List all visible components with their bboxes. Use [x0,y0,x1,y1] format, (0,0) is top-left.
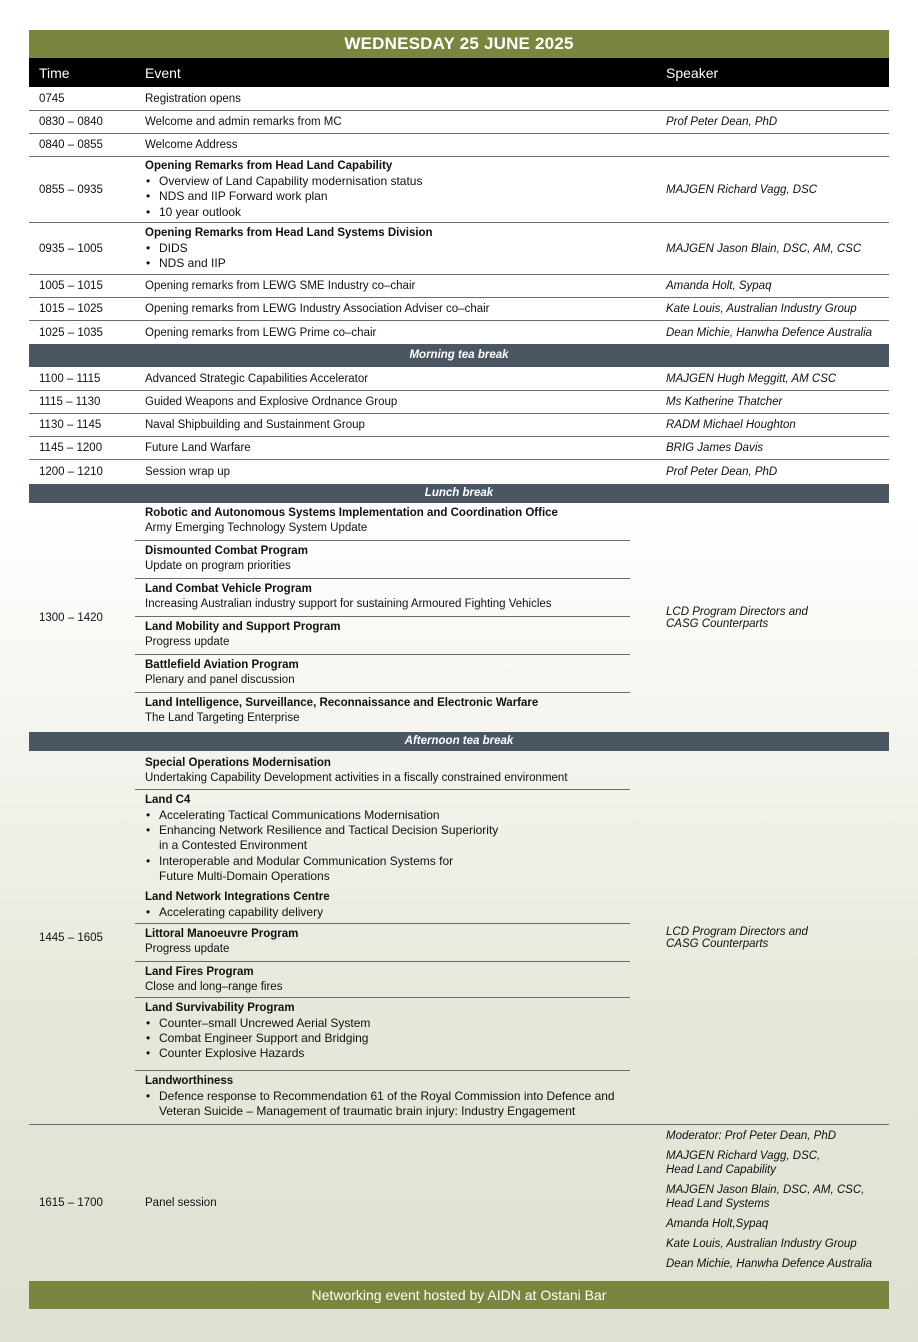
row-time: 1615 – 1700 [39,1196,103,1209]
panel-speaker [666,1129,889,1143]
session-item [135,693,630,732]
bullet-item: • Accelerating capability delivery [145,905,630,920]
table-row [29,298,889,321]
session-title: Littoral Manoeuvre Program [145,928,299,940]
table-row [29,321,889,344]
session-subtitle: Plenary and panel discussion [145,674,295,686]
day-banner: WEDNESDAY 25 JUNE 2025 [29,30,889,58]
session-subtitle: Close and long–range fires [145,981,283,993]
table-row [29,367,889,391]
bullet-text: Veteran Suicide – Management of traumatic brain injury: Industry Engagement [159,1104,576,1119]
row-time: 1100 – 1115 [39,372,101,385]
bullet-text: Defence response to Recommendation 61 of the Royal Commission into Defence and [159,1089,615,1103]
session-subtitle: Army Emerging Technology System Update [145,522,368,534]
speaker-line: LCD Program Directors and [666,605,808,618]
bullet-item: • Combat Engineer Support and Bridging [145,1031,630,1046]
panel-session-row [29,1125,889,1280]
table-row [29,111,889,134]
speaker-line: CASG Counterparts [666,937,769,950]
bullet-list [145,1089,656,1119]
speaker-line: LCD Program Directors and [666,925,808,938]
row-time: 1300 – 1420 [39,611,103,624]
row-speaker: Ms Katherine Thatcher [666,396,783,408]
panel-speaker [666,1149,889,1177]
bullet-text: Enhancing Network Resilience and Tactical Decision Superiority [159,823,499,838]
bullet-text: Accelerating Tactical Communications Modernisation [159,808,440,822]
bullet-item: • NDS and IIP [145,256,656,271]
table-header [29,58,889,87]
morning-tea-break: Morning tea break [29,344,889,367]
session-title: Robotic and Autonomous Systems Implementation and Coordination Office [145,507,558,519]
row-event [135,1125,656,1280]
row-time: 1115 – 1130 [39,396,101,408]
speaker-line: Head Land Capability [666,1164,776,1176]
table-row [29,437,889,460]
bullet-item: • Counter–small Uncrewed Aerial System [145,1016,630,1031]
session-subtitle: Increasing Australian industry support for sustaining Armoured Fighting Vehicles [145,598,552,610]
row-event [135,223,656,274]
header-speaker: Speaker [666,64,719,81]
table-row [29,223,889,275]
bullet-text: Interoperable and Modular Communication Systems for [159,853,454,868]
row-time: 1005 – 1015 [39,280,103,292]
row-event: Session wrap up [145,466,231,478]
session-title: Land Fires Program [145,966,254,978]
session-title: Opening Remarks from Head Land Systems Division [145,226,433,239]
row-time: 0745 [39,92,65,105]
row-time: 1145 – 1200 [39,442,103,454]
header-time: Time [39,64,70,81]
panel-speaker [666,1257,889,1271]
row-speaker: Prof Peter Dean, PhD [666,116,778,128]
session-title: Dismounted Combat Program [145,545,308,557]
session-item [135,998,630,1071]
row-event: Opening remarks from LEWG SME Industry co–chair [145,280,416,292]
row-time: 0830 – 0840 [39,116,103,128]
bullet-list [145,905,630,920]
session-item [135,962,630,998]
session-title: Land Survivability Program [145,1002,295,1014]
session-title: Land C4 [145,794,191,806]
row-time: 0855 – 0935 [39,183,103,196]
bullet-list [145,1016,630,1062]
row-event: Advanced Strategic Capabilities Accelerator [145,372,369,385]
speaker-line: Moderator: Prof Peter Dean, PhD [666,1130,837,1142]
row-event: Future Land Warfare [145,442,251,454]
row-time: 1015 – 1025 [39,303,103,315]
session-item [135,751,630,790]
row-time: 1025 – 1035 [39,326,103,339]
lunch-break: Lunch break [29,484,889,503]
row-speaker: Amanda Holt, Sypaq [666,280,772,292]
row-speaker: MAJGEN Richard Vagg, DSC [666,183,818,196]
row-speaker: MAJGEN Jason Blain, DSC, AM, CSC [666,242,862,255]
agenda-table [29,30,889,1280]
panel-speaker [666,1237,889,1251]
session-item [135,790,630,887]
panel-speaker [666,1217,889,1231]
session-subtitle: Progress update [145,636,230,648]
session-item [135,655,630,693]
speaker-line: MAJGEN Richard Vagg, DSC, [666,1150,821,1162]
speaker-line: Amanda Holt,Sypaq [666,1218,769,1230]
session-list [135,503,656,732]
row-event: Opening remarks from LEWG Industry Association Adviser co–chair [145,303,490,315]
session-title: Land Network Integrations Centre [145,891,330,903]
table-row [29,414,889,437]
speaker-line: MAJGEN Jason Blain, DSC, AM, CSC, [666,1184,865,1196]
speaker-line: CASG Counterparts [666,617,769,630]
row-event: Guided Weapons and Explosive Ordnance Group [145,396,398,408]
row-time: 1445 – 1605 [39,931,103,944]
session-item [135,617,630,655]
bullet-item [145,808,630,823]
header-event: Event [145,64,181,81]
row-speaker: Kate Louis, Australian Industry Group [666,303,857,315]
session-item [135,579,630,617]
panel-speaker [666,1183,889,1211]
session-title: Land Intelligence, Surveillance, Reconnaissance and Electronic Warfare [145,697,539,709]
session-title: Opening Remarks from Head Land Capability [145,160,393,173]
bullet-item: • NDS and IIP Forward work plan [145,189,656,204]
bullet-item [145,854,630,884]
row-speaker: Dean Michie, Hanwha Defence Australia [666,326,873,339]
row-speaker: RADM Michael Houghton [666,419,796,431]
speaker-line: Dean Michie, Hanwha Defence Australia [666,1258,873,1270]
row-speaker [656,751,889,1124]
bullet-item [145,823,630,853]
row-time: 0935 – 1005 [39,242,103,255]
row-event: Registration opens [145,92,241,105]
bullet-text: Future Multi-Domain Operations [159,868,330,883]
row-event: Naval Shipbuilding and Sustainment Group [145,419,365,431]
row-event [135,156,656,223]
session-title: Special Operations Modernisation [145,757,331,769]
row-event: Welcome and admin remarks from MC [145,116,342,128]
bullet-item: • Counter Explosive Hazards [145,1046,630,1061]
session-item [135,1071,656,1125]
bullet-text: in a Contested Environment [159,838,308,853]
row-speaker: Prof Peter Dean, PhD [666,466,778,478]
session-subtitle: Update on program priorities [145,560,291,572]
session-list [135,751,656,1124]
row-time: 1130 – 1145 [39,419,102,431]
session-item [135,924,630,962]
table-row [29,134,889,157]
bullet-item: • DIDS [145,241,656,256]
table-row [29,460,889,484]
speaker-line: Head Land Systems [666,1198,770,1210]
row-speaker [656,503,889,732]
session-item [135,503,630,541]
session-subtitle: The Land Targeting Enterprise [145,712,300,724]
table-row [29,275,889,298]
session-subtitle: Progress update [145,943,230,955]
footer-banner: Networking event hosted by AIDN at Ostani Bar [29,1281,889,1309]
table-row [29,391,889,414]
bullet-item: • Overview of Land Capability modernisation status [145,174,656,189]
session-block [29,503,889,732]
row-event: Opening remarks from LEWG Prime co–chair [145,326,377,339]
table-row [29,157,889,223]
speaker-line: Kate Louis, Australian Industry Group [666,1238,857,1250]
row-time: 0840 – 0855 [39,139,103,151]
row-time: 1200 – 1210 [39,466,103,478]
table-row [29,87,889,111]
event-text: Panel session [145,1196,217,1209]
bullet-list [145,174,656,220]
session-block [29,751,889,1125]
bullet-list [145,241,656,271]
session-item [135,541,630,579]
session-title: Land Mobility and Support Program [145,621,341,633]
row-speaker: BRIG James Davis [666,442,764,454]
session-title: Battlefield Aviation Program [145,659,299,671]
bullet-item: • 10 year outlook [145,205,656,220]
session-subtitle: Undertaking Capability Development activities in a fiscally constrained environment [145,772,568,784]
row-speaker: MAJGEN Hugh Meggitt, AM CSC [666,372,837,385]
session-item [135,887,630,924]
session-title: Land Combat Vehicle Program [145,583,312,595]
bullet-list [145,808,630,884]
session-title: Landworthiness [145,1075,234,1087]
bullet-item [145,1089,656,1119]
panel-speaker-list [656,1125,889,1280]
row-event: Welcome Address [145,139,238,151]
afternoon-tea-break: Afternoon tea break [29,732,889,751]
